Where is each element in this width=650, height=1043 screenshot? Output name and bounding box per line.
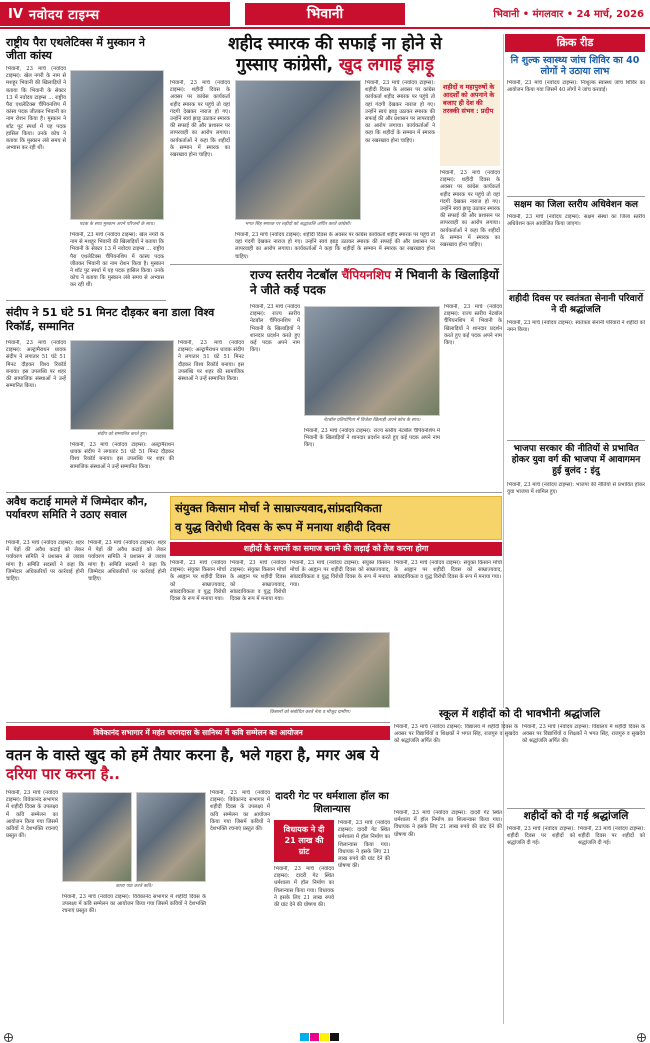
date-line: भिवानी • मंगलवार • 24 मार्च, 2026 [493,9,644,20]
print-footer [0,1032,650,1043]
vivekanand-caption: काव्य पाठ करते कवि। [115,884,153,889]
netball-body-col1 [250,304,300,488]
netball-caption: नेटबॉल प्रतियोगिता में विजेता खिलाड़ी अपने कोच के साथ। [323,418,421,423]
main-headline [170,34,500,76]
cricket-tag: क्रिक रीड [505,34,645,52]
kisan-body-text-1: भिवानी, 23 मार्च (नवोदय टाइम्स): संयुक्त किसान मोर्चा के आह्वान पर शहीदी दिवस को साम्राज्यवाद, सांप्रदायिकता व युद्ध विरोधी दिवस के रूप में मनाया गया। [170,560,226,603]
vivekanand-body-col1 [6,790,58,1022]
athletics-caption: पदक के साथ मुस्कान अपने परिजनों के साथ। [79,222,155,227]
kisan-headline-line1: संयुक्त किसान मोर्चा ने साम्राज्यवाद,सांप्रदायिकता [175,501,382,515]
athletics-body-cont [70,232,164,298]
athletics-body [6,66,66,296]
athletics-photo [70,70,164,220]
swatch-yellow [320,1033,329,1041]
divider-cricket [507,196,645,197]
bjp-headline: भाजपा सरकार की नीतियों से प्रभावित होकर युवा वर्ग की भाजपा में आवागमन हुई बुलंद : इंदु [511,444,641,476]
netball-body-col3 [444,304,502,488]
illegal-cutting-body-col2 [88,540,166,718]
main-quote-box [440,80,500,166]
sandeep-body-text-2: भिवानी, 23 मार्च (नवोदय टाइम्स): अल्ट्रामैराथन धावक संदीप ने लगातार 51 घंटे 51 मिनट दौड़कर विश्व रिकॉर्ड बनाया। इस उपलब्धि पर शहर की सामाजिक संस्थाओं ने उन्हें सम्मानित किया। [70,442,174,470]
vivekanand-band: विवेकानंद सभागार में महंत चरणदास के सानिध्य में कवि सम्मेलन का आयोजन [6,726,390,740]
dharamshala-body-text-2: भिवानी, 23 मार्च (नवोदय टाइम्स): दादरी गेट स्थित धर्मशाला में हॉल निर्माण का शिलान्यास किया गया। विधायक ने इसके लिए 21 लाख रुपये की ग्रांट देने की घोषणा की। [274,866,334,909]
kisan-headline-line2: व युद्ध विरोधी दिवस के रूप में मनाया शहीदी दिवस [175,520,390,534]
main-body-text-1: भिवानी, 23 मार्च (नवोदय टाइम्स): शहीदी दिवस के अवसर पर कांग्रेस कार्यकर्ता शहीद स्मारक पर पहुंचे तो वहां गंदगी देखकर नाराज हो गए। उन्होंने स्वयं झाड़ू उठाकर स्मारक की सफाई की और प्रशासन पर लापरवाही का आरोप लगाया। कार्यकर्ताओं ने कहा कि शहीदों के सम्मान में स्मारक का रखरखाव होना चाहिए। [170,80,230,159]
cricket-body [507,80,645,194]
sandeep-body-text-1: भिवानी, 23 मार्च (नवोदय टाइम्स): अल्ट्रामैराथन धावक संदीप ने लगातार 51 घंटे 51 मिनट दौड़कर विश्व रिकॉर्ड बनाया। इस उपलब्धि पर शहर की सामाजिक संस्थाओं ने उन्हें सम्मानित किया। [6,340,66,390]
shahidi-diwas-headline: शहीदी दिवस पर स्वतंत्रता सेनानी परिवारों ने दी श्रद्धांजलि [508,294,644,315]
divider-tribute [507,808,645,809]
saksham-body-text: भिवानी, 23 मार्च (नवोदय टाइम्स): सक्षम संस्था का जिला स्तरीय अधिवेशन कल आयोजित किया जाएगा। [507,214,645,228]
divider-shahidi [507,440,645,441]
vivekanand-body-text-2: भिवानी, 23 मार्च (नवोदय टाइम्स): विवेकानंद सभागार में शहीदी दिवस के उपलक्ष्य में कवि सम्मेलन का आयोजन किया गया जिसमें कवियों ने देशभक्ति रचनाएं प्रस्तुत कीं। [62,894,206,915]
main-body-text-4: भिवानी, 23 मार्च (नवोदय टाइम्स): शहीदी दिवस के अवसर पर कांग्रेस कार्यकर्ता शहीद स्मारक पर पहुंचे तो वहां गंदगी देखकर नाराज हो गए। उन्होंने स्वयं झाड़ू उठाकर स्मारक की सफाई की और प्रशासन पर लापरवाही का आरोप लगाया। कार्यकर्ताओं ने कहा कि शहीदों के सम्मान में स्मारक का रखरखाव होना चाहिए। [235,232,435,260]
kisan-body-text-4: भिवानी, 23 मार्च (नवोदय टाइम्स): संयुक्त किसान मोर्चा के आह्वान पर शहीदी दिवस को साम्राज्यवाद, सांप्रदायिकता व युद्ध विरोधी दिवस के रूप में मनाया गया। [394,560,502,581]
kisan-band: शहीदों के सपनों का समाज बनाने की लड़ाई को तेज करना होगा [170,542,502,556]
sidebar-rule [503,34,504,1024]
vivekanand-photo-2 [136,792,206,882]
main-body-text-3: भिवानी, 23 मार्च (नवोदय टाइम्स): शहीदी दिवस के अवसर पर कांग्रेस कार्यकर्ता शहीद स्मारक पर पहुंचे तो वहां गंदगी देखकर नाराज हो गए। उन्होंने स्वयं झाड़ू उठाकर स्मारक की सफाई की और प्रशासन पर लापरवाही का आरोप लगाया। कार्यकर्ताओं ने कहा कि शहीदों के सम्मान में स्मारक का रखरखाव होना चाहिए। [440,170,500,249]
dharamshala-body-col1 [338,820,390,1022]
main-headline-line1: शहीद स्मारक की सफाई ना होने से [228,34,442,54]
divider-main [170,264,502,265]
netball-photo [304,306,440,416]
vivekanand-body-text-1: भिवानी, 23 मार्च (नवोदय टाइम्स): विवेकानंद सभागार में शहीदी दिवस के उपलक्ष्य में कवि सम्मेलन का आयोजन किया गया जिसमें कवियों ने देशभक्ति रचनाएं प्रस्तुत कीं। [6,790,58,840]
vivekanand-headline-black: वतन के वास्ते खुद को हमें तैयार करना है, भले गहरा है, मगर अब ये [6,746,379,764]
shahidi-diwas-body-text: भिवानी, 23 मार्च (नवोदय टाइम्स): स्वतंत्रता सेनानी परिवारों ने शहीदों को नमन किया। [507,320,645,334]
netball-body-text-1: भिवानी, 23 मार्च (नवोदय टाइम्स): राज्य स्तरीय नेटबॉल चैंपियनशिप में भिवानी के खिलाड़ियों ने शानदार प्रदर्शन करते हुए कई पदक अपने नाम किए। [250,304,300,354]
dharamshala-body-text-3: भिवानी, 23 मार्च (नवोदय टाइम्स): दादरी गेट स्थित धर्मशाला में हॉल निर्माण का शिलान्यास किया गया। विधायक ने इसके लिए 21 लाख रुपये की ग्रांट देने की घोषणा की। [394,810,502,838]
tribute-headline: शहीदों को दी गई श्रद्धांजलि [523,810,629,822]
vivekanand-body-col2 [62,894,206,1022]
main-body-col1 [170,80,230,260]
main-headline-red: खुद लगाई झाड़ू [338,55,434,75]
kisan-photo-caption: किसानों को संबोधित करते नेता व मौजूद ग्रामीण। [269,710,351,715]
kisan-photo [230,632,390,708]
vivekanand-body-col3 [210,790,270,1022]
sandeep-body-text-3: भिवानी, 23 मार्च (नवोदय टाइम्स): अल्ट्रामैराथन धावक संदीप ने लगातार 51 घंटे 51 मिनट दौड़कर विश्व रिकॉर्ड बनाया। इस उपलब्धि पर शहर की सामाजिक संस्थाओं ने उन्हें सम्मानित किया। [178,340,244,383]
color-swatches [300,1033,339,1041]
cricket-body-text: भिवानी, 23 मार्च (नवोदय टाइम्स): निःशुल्क स्वास्थ्य जांच शिविर का आयोजन किया गया जिसमें 40 लोगों ने जांच करवाई। [507,80,645,94]
illegal-cutting-body-text-2: भिवानी, 23 मार्च (नवोदय टाइम्स): शहर में पेड़ों की अवैध कटाई को लेकर पर्यावरण समिति ने प्रशासन से जवाब मांगा है। समिति सदस्यों ने कहा कि जिम्मेदार अधिकारियों पर कार्रवाई होनी चाहिए। [88,540,166,583]
main-body-text-2: भिवानी, 23 मार्च (नवोदय टाइम्स): शहीदी दिवस के अवसर पर कांग्रेस कार्यकर्ता शहीद स्मारक पर पहुंचे तो वहां गंदगी देखकर नाराज हो गए। उन्होंने स्वयं झाड़ू उठाकर स्मारक की सफाई की और प्रशासन पर लापरवाही का आरोप लगाया। कार्यकर्ताओं ने कहा कि शहीदों के सम्मान में स्मारक का रखरखाव होना चाहिए। [365,80,435,144]
sandeep-headline: संदीप ने 51 घंटे 51 मिनट दौड़कर बना डाला विश्व रिकॉर्ड, सम्मानित [6,306,215,333]
main-photo [235,80,361,220]
page-header [0,0,650,30]
school-body-col2 [522,724,645,806]
page-number: IV [8,6,23,22]
kisan-body-text-2: भिवानी, 23 मार्च (नवोदय टाइम्स): संयुक्त किसान मोर्चा के आह्वान पर शहीदी दिवस को साम्राज्यवाद, सांप्रदायिकता व युद्ध विरोधी दिवस के रूप में मनाया गया। [230,560,286,603]
sandeep-caption: संदीप को सम्मानित करते हुए। [97,432,147,437]
divider-lower [6,722,390,723]
main-quote: शहीदों व महापुरुषों के आदर्शों को अपनाने के बजाए ही देश की तरक्की संभव : प्रदीप [443,83,495,115]
header-rule [0,27,650,29]
tribute-body-col2 [578,826,645,1022]
sandeep-body-col3 [178,340,244,488]
saksham-headline: सक्षम का जिला स्तरीय अधिवेशन कल [513,200,638,210]
shahidi-diwas-body [507,320,645,438]
main-body-col4 [235,232,435,260]
school-body-text-1: भिवानी, 23 मार्च (नवोदय टाइम्स): विद्यालय में शहीदी दिवस के अवसर पर विद्यार्थियों व शिक्षकों ने भगत सिंह, राजगुरु व सुखदेव को श्रद्धांजलि अर्पित की। [394,724,518,745]
swatch-cyan [300,1033,309,1041]
netball-headline [250,268,502,298]
dharamshala-callout: विधायक ने दी 21 लाख की ग्रांट [274,820,334,862]
city-label: भिवानी [245,3,405,25]
main-body-col3 [440,170,500,260]
tribute-body-text-2: भिवानी, 23 मार्च (नवोदय टाइम्स): शहीदी दिवस पर शहीदों को श्रद्धांजलि दी गई। [578,826,645,847]
dharamshala-headline: दादरी गेट पर धर्मशाला हॉल का शिलान्यास [275,791,389,815]
kisan-body-col4 [394,560,502,718]
bjp-body-text: भिवानी, 23 मार्च (नवोदय टाइम्स): भाजपा की नीतियों से प्रभावित होकर युवा भाजपा में शामिल हुए। [507,482,645,496]
dharamshala-body-text-1: भिवानी, 23 मार्च (नवोदय टाइम्स): दादरी गेट स्थित धर्मशाला में हॉल निर्माण का शिलान्यास किया गया। विधायक ने इसके लिए 21 लाख रुपये की ग्रांट देने की घोषणा की। [338,820,390,870]
school-headline: स्कूल में शहीदों को दी भावभीनी श्रद्धांजलि [394,708,645,721]
kisan-body-col1 [170,560,226,718]
paper-name: नवोदय टाइम्स [28,8,100,23]
vivekanand-headline-red: दरिया पार करना है.. [6,765,121,783]
sandeep-body-col2 [70,442,174,488]
vivekanand-photo-1 [62,792,132,882]
netball-headline-red: चैंपियनशिप [341,268,391,282]
kisan-body-text-3: भिवानी, 23 मार्च (नवोदय टाइम्स): संयुक्त किसान मोर्चा के आह्वान पर शहीदी दिवस को साम्राज्यवाद, सांप्रदायिकता व युद्ध विरोधी दिवस के रूप में मनाया गया। [290,560,390,588]
kisan-headline-box [170,496,502,540]
netball-body-col2 [304,428,440,488]
divider-athletics [6,300,166,301]
athletics-body-text-cont: भिवानी, 23 मार्च (नवोदय टाइम्स): खेल नगरी के नाम से मशहूर भिवानी की खिलाड़ियों ने बताया कि भिवानी के सेक्टर 13 में नवोदय टाइम्स ... राष्ट्रीय पैरा एथलेटिक्स चैंपियनशिप में कांस्य पदक जीतकर भिवानी का नाम रोशन किया है। मुस्कान ने शॉट पुट स्पर्धा में यह पदक हासिल किया। उनके कोच ने बताया कि मुस्कान लंबे समय से अभ्यास कर रही थीं। [70,232,164,289]
main-photo-caption: भगत सिंह स्मारक पर शहीदों को श्रद्धांजलि अर्पित करते कांग्रेसी। [244,222,352,227]
illegal-cutting-body-col1 [6,540,84,718]
swatch-magenta [310,1033,319,1041]
divider-mid [6,492,502,493]
registration-mark-left [4,1033,13,1042]
dharamshala-body-col2 [274,866,334,1022]
saksham-body [507,214,645,288]
tribute-body-col1 [507,826,575,1022]
vivekanand-body-text-3: भिवानी, 23 मार्च (नवोदय टाइम्स): विवेकानंद सभागार में शहीदी दिवस के उपलक्ष्य में कवि सम्मेलन का आयोजन किया गया जिसमें कवियों ने देशभक्ति रचनाएं प्रस्तुत कीं। [210,790,270,833]
illegal-cutting-body-text-1: भिवानी, 23 मार्च (नवोदय टाइम्स): शहर में पेड़ों की अवैध कटाई को लेकर पर्यावरण समिति ने प्रशासन से जवाब मांगा है। समिति सदस्यों ने कहा कि जिम्मेदार अधिकारियों पर कार्रवाई होनी चाहिए। [6,540,84,583]
registration-mark-right [637,1033,646,1042]
swatch-black [330,1033,339,1041]
masthead-strip [0,2,230,26]
bjp-body [507,482,645,704]
athletics-body-text: भिवानी, 23 मार्च (नवोदय टाइम्स): खेल नगरी के नाम से मशहूर भिवानी की खिलाड़ियों ने बताया कि भिवानी के सेक्टर 13 में नवोदय टाइम्स ... राष्ट्रीय पैरा एथलेटिक्स चैंपियनशिप में कांस्य पदक जीतकर भिवानी का नाम रोशन किया है। मुस्कान ने शॉट पुट स्पर्धा में यह पदक हासिल किया। उनके कोच ने बताया कि मुस्कान लंबे समय से अभ्यास कर रही थीं। [6,66,66,152]
kisan-body-col3 [290,560,390,628]
vivekanand-headline [6,746,390,784]
main-headline-line2: गुस्साए कांग्रेसी, [236,55,339,75]
netball-body-text-3: भिवानी, 23 मार्च (नवोदय टाइम्स): राज्य स्तरीय नेटबॉल चैंपियनशिप में भिवानी के खिलाड़ियों ने शानदार प्रदर्शन करते हुए कई पदक अपने नाम किए। [444,304,502,347]
netball-headline-a: राज्य स्तरीय नेटबॉल [250,268,342,282]
kisan-body-col2 [230,560,286,628]
school-body-text-2: भिवानी, 23 मार्च (नवोदय टाइम्स): विद्यालय में शहीदी दिवस के अवसर पर विद्यार्थियों व शिक्षकों ने भगत सिंह, राजगुरु व सुखदेव को श्रद्धांजलि अर्पित की। [522,724,645,745]
school-body-col1 [394,724,518,806]
illegal-cutting-headline: अवैध कटाई मामले में जिम्मेदार कौन, पर्यावरण समिति ने उठाए सवाल [6,496,148,521]
divider-saksham [507,290,645,291]
sandeep-photo [70,340,174,430]
cricket-headline: नि शुल्क स्वास्थ्य जांच शिविर का 40 लोगों ने उठाया लाभ [510,55,640,77]
tribute-body-text-1: भिवानी, 23 मार्च (नवोदय टाइम्स): शहीदी दिवस पर शहीदों को श्रद्धांजलि दी गई। [507,826,575,847]
sandeep-body-col1 [6,340,66,488]
netball-body-text-2: भिवानी, 23 मार्च (नवोदय टाइम्स): राज्य स्तरीय नेटबॉल चैंपियनशिप में भिवानी के खिलाड़ियों ने शानदार प्रदर्शन करते हुए कई पदक अपने नाम किए। [304,428,440,449]
athletics-headline: राष्ट्रीय पैरा एथलेटिक्स में मुस्कान ने जीता कांस्य [6,36,146,62]
netball-headline-b: में भिवानी के खिलाड़ियों ने जीते कई पदक [250,268,499,297]
dharamshala-body-col3 [394,810,502,1022]
